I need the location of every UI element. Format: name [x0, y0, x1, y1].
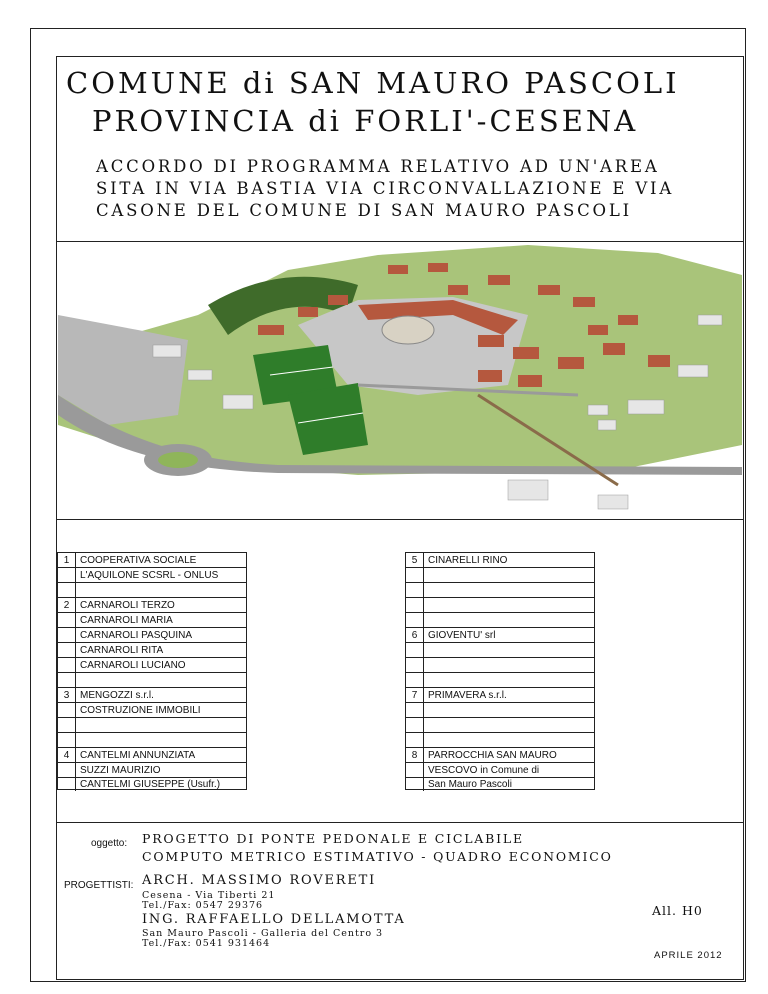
table-row	[406, 613, 594, 628]
owner-name: CINARELLI RINO	[428, 555, 508, 566]
table-row	[58, 553, 246, 568]
table-row	[58, 763, 246, 778]
subtitle-line: SITA IN VIA BASTIA VIA CIRCONVALLAZIONE E VIA	[96, 179, 675, 198]
owner-number: 7	[406, 688, 424, 702]
table-row	[406, 628, 594, 643]
table-row	[58, 733, 246, 748]
table-row	[58, 643, 246, 658]
table-row	[406, 643, 594, 658]
subject-line: PROGETTO DI PONTE PEDONALE E CICLABILE	[142, 831, 524, 846]
table-row	[58, 673, 246, 688]
agreement-subtitle	[96, 156, 674, 222]
table-row	[406, 568, 594, 583]
owner-number: 3	[58, 688, 76, 702]
attachment-code: All. H0	[652, 903, 703, 918]
architect-phone: Tel./Fax: 0547 29376	[142, 900, 264, 911]
table-row	[406, 688, 594, 703]
owner-name: CARNAROLI LUCIANO	[80, 660, 186, 671]
owner-number: 6	[406, 628, 424, 642]
table-row	[406, 583, 594, 598]
table-row	[406, 673, 594, 688]
table-row	[406, 733, 594, 748]
subtitle-line: ACCORDO DI PROGRAMMA RELATIVO AD UN'AREA	[96, 157, 660, 176]
table-row	[406, 658, 594, 673]
designers-label: PROGETTISTI:	[64, 880, 134, 891]
owner-name: CANTELMI ANNUNZIATA	[80, 750, 196, 761]
owner-name: VESCOVO in Comune di	[428, 765, 540, 776]
architect-name: ARCH. MASSIMO ROVERETI	[142, 873, 377, 888]
divider-middle	[56, 519, 744, 520]
owner-name: CARNAROLI TERZO	[80, 600, 175, 611]
province-title: PROVINCIA di FORLI'-CESENA	[92, 104, 639, 138]
table-row	[58, 613, 246, 628]
table-row	[406, 763, 594, 778]
owner-name: CARNAROLI PASQUINA	[80, 630, 193, 641]
owner-name: COOPERATIVA SOCIALE	[80, 555, 197, 566]
table-row	[58, 628, 246, 643]
table-row	[406, 703, 594, 718]
drawing-date: APRILE 2012	[654, 950, 723, 961]
engineer-phone: Tel./Fax: 0541 931464	[142, 938, 271, 949]
engineer-name: ING. RAFFAELLO DELLAMOTTA	[142, 912, 406, 927]
subject-label: oggetto:	[91, 838, 128, 849]
owner-name: GIOVENTU' srl	[428, 630, 496, 641]
owner-name: PRIMAVERA s.r.l.	[428, 690, 507, 701]
owner-number: 5	[406, 553, 424, 567]
divider-bottom	[56, 822, 744, 823]
divider-top	[56, 241, 744, 242]
owner-name: CARNAROLI RITA	[80, 645, 164, 656]
owner-name: San Mauro Pascoli	[428, 779, 512, 790]
table-row	[58, 583, 246, 598]
subject-line: COMPUTO METRICO ESTIMATIVO - QUADRO ECONOMICO	[142, 849, 613, 864]
table-row	[58, 718, 246, 733]
owner-number: 4	[58, 748, 76, 762]
table-row	[58, 598, 246, 613]
table-row	[58, 688, 246, 703]
owner-number: 1	[58, 553, 76, 567]
table-row	[406, 748, 594, 763]
owner-name: COSTRUZIONE IMMOBILI	[80, 705, 201, 716]
table-row	[406, 718, 594, 733]
owner-name: CANTELMI GIUSEPPE (Usufr.)	[80, 779, 221, 790]
table-row	[58, 748, 246, 763]
owner-name: L'AQUILONE SCSRL - ONLUS	[80, 570, 219, 581]
table-row	[406, 778, 594, 791]
table-row	[58, 778, 246, 791]
table-row	[406, 553, 594, 568]
aerial-view-image	[58, 245, 742, 517]
table-row	[58, 703, 246, 718]
table-row	[58, 658, 246, 673]
owner-name: MENGOZZI s.r.l.	[80, 690, 154, 701]
owner-name: SUZZI MAURIZIO	[80, 765, 161, 776]
table-row	[406, 598, 594, 613]
owner-number: 2	[58, 598, 76, 612]
owners-table-right	[405, 552, 595, 790]
owner-name: PARROCCHIA SAN MAURO	[428, 750, 557, 761]
municipality-title: COMUNE di SAN MAURO PASCOLI	[66, 66, 680, 100]
owners-table-left	[57, 552, 247, 790]
owner-number: 8	[406, 748, 424, 762]
owner-name: CARNAROLI MARIA	[80, 615, 173, 626]
engineer-address: San Mauro Pascoli - Galleria del Centro 3	[142, 928, 384, 939]
subtitle-line: CASONE DEL COMUNE DI SAN MAURO PASCOLI	[96, 201, 632, 220]
architect-address: Cesena - Via Tiberti 21	[142, 890, 276, 901]
table-row	[58, 568, 246, 583]
subject-text	[142, 830, 613, 866]
